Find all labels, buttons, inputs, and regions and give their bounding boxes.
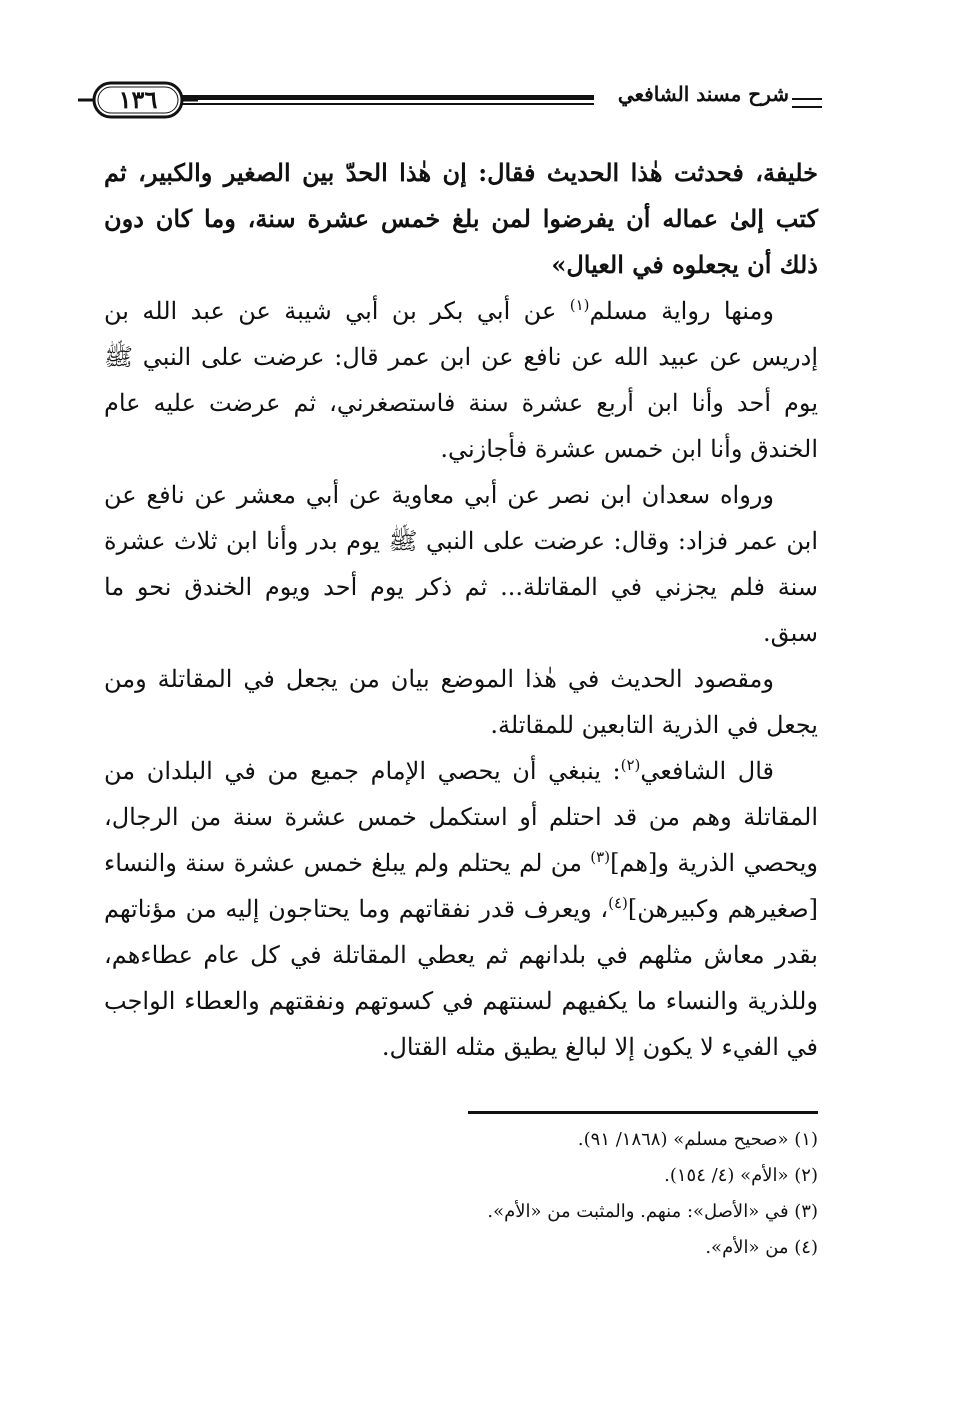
paragraph-purpose: ومقصود الحديث في هٰذا الموضع بيان من يجعل في المقاتلة ومن يجعل في الذرية التابعين للمقاتلة. [104, 665, 818, 739]
header-rule [172, 95, 594, 106]
paragraph-sadan-narration: ورواه سعدان ابن نصر عن أبي معاوية عن أبي معشر عن نافع عن ابن عمر فزاد: وقال: عرضت على النبي ﷺ يوم بدر وأنا ابن ثلاث عشرة سنة فلم يجزني في المقاتلة... ثم ذكر يوم أحد ويوم الخندق نحو ما سبق. [104, 481, 818, 647]
paragraph-text: من لم يحتلم ولم يبلغ خمس عشرة سنة والنساء [صغيرهم وكبيرهن] [104, 849, 819, 923]
footnote-ref-2: (٢) [620, 756, 641, 774]
header-title: شرح مسند الشافعي [617, 82, 789, 106]
footnote-ref-4: (٤) [608, 894, 628, 912]
paragraph-text: ومنها رواية مسلم [589, 297, 774, 325]
footnote-separator [468, 1111, 818, 1114]
paragraph-text: عن أبي بكر بن أبي شيبة عن عبد الله بن إدريس عن عبيد الله عن نافع عن ابن عمر قال: عرضت على النبي ﷺ يوم أحد وأنا ابن أربع عشرة سنة فاستصغرني، ثم عرضت عليه عام الخندق وأنا ابن خمس عشرة فأجازني. [104, 297, 818, 463]
main-text [104, 150, 818, 1070]
footnote-4: (٤) من «الأم». [705, 1237, 818, 1258]
footnote-ref-3: (٣) [590, 848, 611, 866]
footnote-ref-1: (١) [569, 296, 590, 314]
header-double-rule [792, 98, 822, 108]
paragraph-text: قال الشافعي [640, 757, 775, 785]
footnote-1: (١) «صحيح مسلم» (١٨٦٨/ ٩١). [577, 1129, 818, 1150]
page-number-frame [76, 80, 200, 120]
footnotes [104, 1122, 818, 1266]
paragraph-shafii-statement [104, 748, 818, 1070]
paragraph-text: ، ويعرف قدر نفقاتهم وما يحتاجون إليه من مؤناتهم بقدر معاش مثلهم في بلدانهم ثم يعطي المقاتلة في كل عام عطاءهم، وللذرية والنساء ما يكفيهم لسنتهم في كسوتهم ونفقتهم والعطاء الواجب في الفيء لا يكون إلا لبالغ يطيق مثله القتال. [104, 895, 818, 1061]
footnote-3: (٣) في «الأصل»: منهم. والمثبت من «الأم». [487, 1201, 818, 1222]
page-number: ١٣٦ [118, 85, 158, 114]
paragraph-text: : ينبغي أن يحصي الإمام جميع من في البلدان من المقاتلة وهم من قد احتلم أو استكمل خمس عشرة سنة من الرجال، ويحصي الذرية و[هم] [104, 757, 818, 877]
paragraph-hadith-end: خليفة، فحدثت هٰذا الحديث فقال: إن هٰذا الحدّ بين الصغير والكبير، ثم كتب إلىٰ عماله أن يفرضوا لمن بلغ خمس عشرة سنة، وما كان دون ذلك أن يجعلوه في العيال» [104, 158, 818, 279]
footnote-2: (٢) «الأم» (٤/ ١٥٤). [664, 1165, 818, 1186]
paragraph-muslim-narration [104, 288, 818, 472]
running-header [100, 76, 824, 128]
